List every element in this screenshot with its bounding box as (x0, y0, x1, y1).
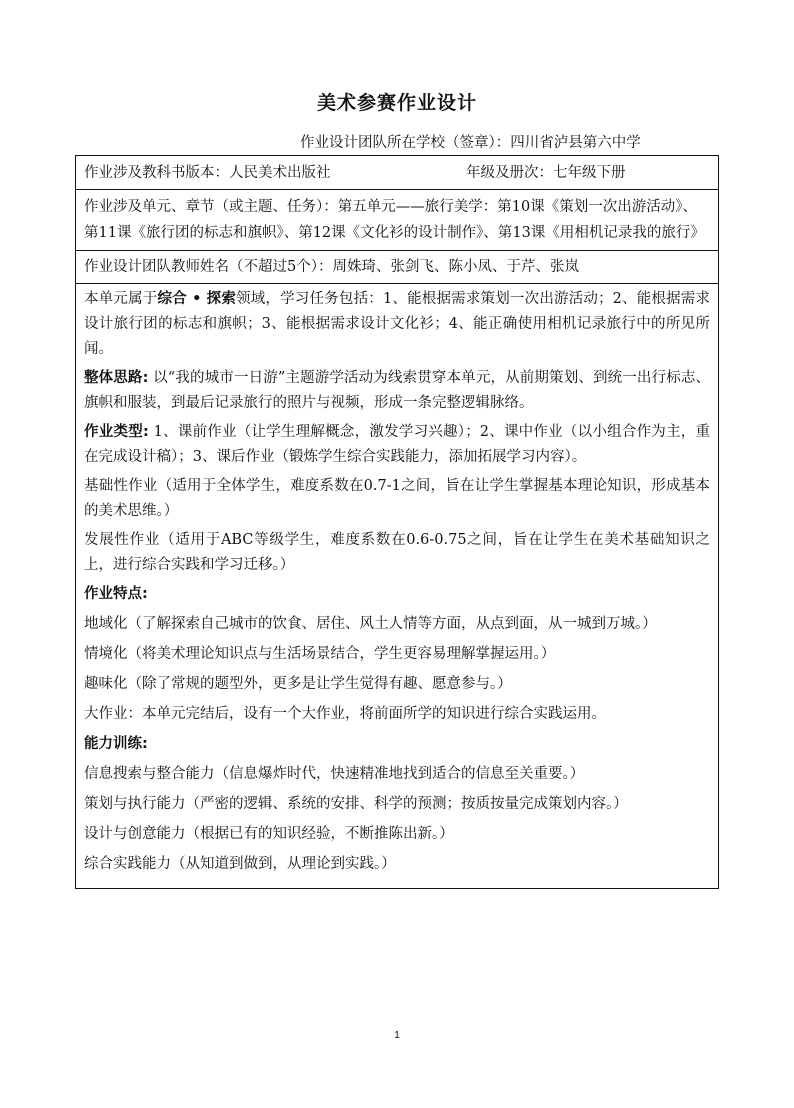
unit-row (76, 189, 718, 250)
developmental-assignment: 发展性作业（适用于ABC等级学生，难度系数在0.6-0.75之间，旨在让学生在美术基础知识之上，进行综合实践和学习迁移。） (84, 532, 710, 573)
feature-item: 情境化（将美术理论知识点与生活场景结合，学生更容易理解掌握运用。） (84, 646, 556, 662)
skill-item: 策划与执行能力（严密的逻辑、系统的安排、科学的预测；按质按量完成策划内容。） (84, 796, 628, 812)
school-line: 作业设计团队所在学校（签章）：四川省泸县第六中学 (300, 135, 641, 151)
types-text: 1、课前作业（让学生理解概念，激发学习兴趣）；2、课中作业（以小组合作为主，重在完成设计稿）；3、课后作业（锻炼学生综合实践能力，添加拓展学习内容）。 (84, 424, 711, 465)
design-description (76, 283, 718, 888)
types-label: 作业类型: (84, 424, 149, 440)
document-title: 美术参赛作业设计 (316, 92, 477, 114)
overall-text: 以“我的城市一日游”主题游学活动为线索贯穿本单元，从前期策划、到统一出行标志、旗帜和服装，到最后记录旅行的照片与视频，形成一条完整逻辑脉络。 (84, 370, 711, 411)
assignment-table (75, 155, 719, 889)
skill-item: 设计与创意能力（根据已有的知识经验，不断推陈出新。） (84, 826, 454, 842)
skill-item: 信息搜索与整合能力（信息爆炸时代，快速精准地找到适合的信息至关重要。） (84, 766, 585, 782)
teacher-names: 作业设计团队教师姓名（不超过5个）：周姝琦、张剑飞、陈小凤、于芹、张岚 (84, 259, 579, 275)
feature-item: 趣味化（除了常规的题型外，更多是让学生觉得有趣、愿意参与。） (84, 676, 512, 692)
types-paragraph (84, 420, 710, 470)
overall-label: 整体思路: (84, 370, 149, 386)
basic-assignment: 基础性作业（适用于全体学生，难度系数在0.7-1之间，旨在让学生掌握基本理论知识，形成基本的美术思维。） (84, 478, 710, 519)
intro-paragraph (84, 287, 710, 362)
intro-suffix: 领域，学习任务包括：1、能根据需求策划一次出游活动；2、能根据需求设计旅行团的标志和旗帜；3、能根据需求设计文化衫；4、能正确使用相机记录旅行中的所见所闻。 (84, 291, 710, 357)
features-heading: 作业特点: (84, 586, 148, 602)
teachers-row (76, 250, 718, 283)
textbook-version: 作业涉及教科书版本：人民美术出版社 (84, 164, 331, 181)
skills-heading: 能力训练: (84, 736, 148, 752)
overall-paragraph (84, 366, 710, 416)
page-number: 1 (394, 1030, 400, 1041)
grade-volume: 年级及册次：七年级下册 (466, 164, 626, 181)
intro-prefix: 本单元属于 (84, 291, 158, 307)
intro-domain: 综合 • 探索 (157, 291, 237, 307)
textbook-row (76, 156, 718, 189)
unit-chapters: 作业涉及单元、章节（或主题、任务）：第五单元——旅行美学：第10课《策划一次出游活动》、第11课《旅行团的标志和旗帜》、第12课《文化衫的设计制作》、第13课《用相机记录我的旅行》 (84, 199, 705, 241)
feature-item: 地域化（了解探索自己城市的饮食、居住、风土人情等方面，从点到面，从一城到万城。） (84, 616, 657, 632)
feature-item: 大作业：本单元完结后，设有一个大作业，将前面所学的知识进行综合实践运用。 (84, 706, 606, 722)
skill-item: 综合实践能力（从知道到做到，从理论到实践。） (84, 856, 396, 872)
